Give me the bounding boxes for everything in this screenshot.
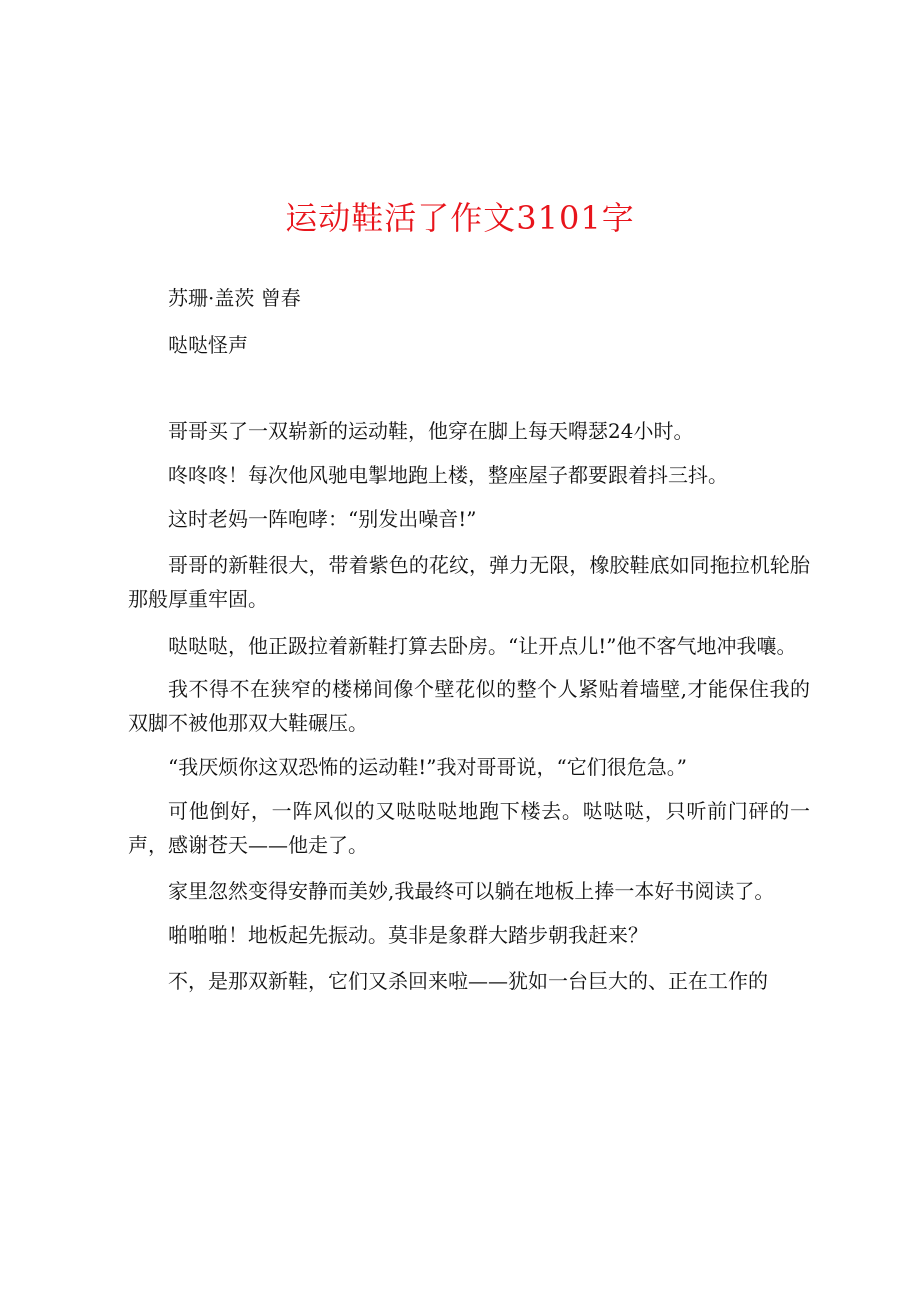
document-body — [128, 281, 810, 998]
paragraph: 哥哥买了一双崭新的运动鞋，他穿在脚上每天嘚瑟24小时。 — [168, 419, 694, 443]
paragraph: 这时老妈一阵咆哮：“别发出噪音!” — [168, 507, 477, 531]
paragraph: 啪啪啪！地板起先振动。莫非是象群大踏步朝我赶来？ — [168, 923, 648, 947]
paragraph: 哒哒哒，他正趿拉着新鞋打算去卧房。“让开点儿!”他不客气地冲我嚷。 — [168, 634, 797, 658]
paragraph: 咚咚咚！每次他风驰电掣地跑上楼，整座屋子都要跟着抖三抖。 — [168, 463, 728, 487]
author-line: 苏珊·盖茨 曾春 — [168, 286, 301, 310]
paragraph: 可他倒好，一阵风似的又哒哒哒地跑下楼去。哒哒哒，只听前门砰的一声，感谢苍天——他走了。 — [128, 799, 810, 857]
paragraph: 家里忽然变得安静而美妙,我最终可以躺在地板上捧一本好书阅读了。 — [168, 879, 775, 903]
paragraph: 哥哥的新鞋很大，带着紫色的花纹，弹力无限，橡胶鞋底如同拖拉机轮胎那般厚重牢固。 — [128, 553, 810, 611]
section-heading: 哒哒怪声 — [168, 333, 248, 357]
paragraph: 不，是那双新鞋，它们又杀回来啦——犹如一台巨大的、正在工作的 — [168, 969, 768, 993]
paragraph: 我不得不在狭窄的楼梯间像个壁花似的整个人紧贴着墙壁,才能保住我的双脚不被他那双大鞋碾压。 — [128, 677, 810, 735]
paragraph: “我厌烦你这双恐怖的运动鞋!”我对哥哥说，“它们很危急。” — [168, 755, 687, 779]
document-title: 运动鞋活了作文3101字 — [285, 199, 635, 237]
section-spacer — [128, 362, 810, 414]
